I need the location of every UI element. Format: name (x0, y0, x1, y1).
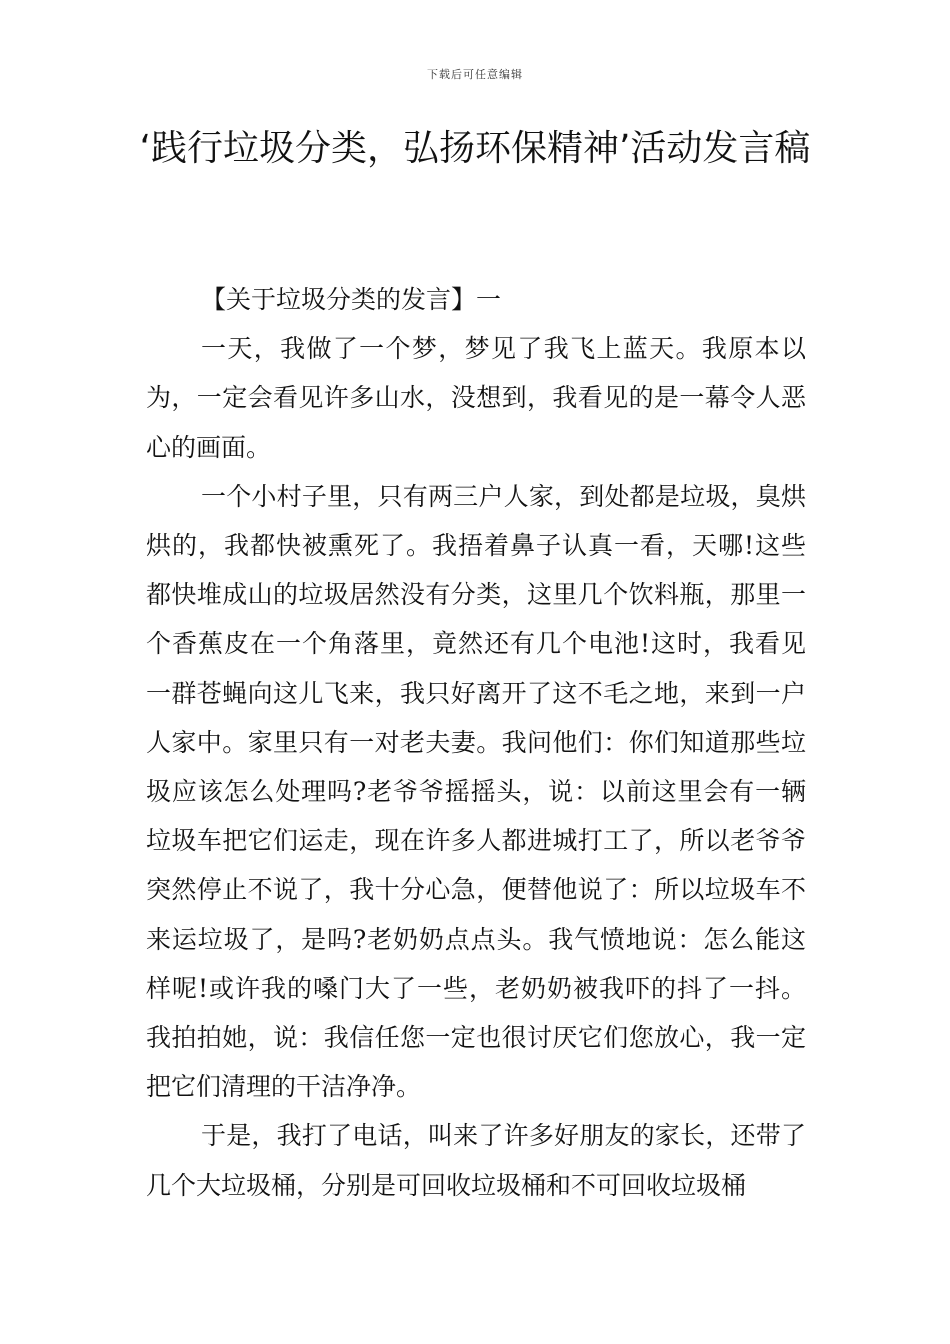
document-title: ‘践行垃圾分类，弘扬环保精神’活动发言稿 (139, 128, 811, 169)
header-note: 下载后可任意编辑 (427, 68, 523, 81)
document-body (146, 275, 806, 1210)
paragraph: 一个小村子里，只有两三户人家，到处都是垃圾，臭烘烘的，我都快被熏死了。我捂着鼻子认真一看，天哪!这些都快堆成山的垃圾居然没有分类，这里几个饮料瓶，那里一个香蕉皮在一个角落里，竟然还有几个电池!这时，我看见一群苍蝇向这儿飞来，我只好离开了这不毛之地，来到一户人家中。家里只有一对老夫妻。我问他们：你们知道那些垃圾应该怎么处理吗?老爷爷摇摇头，说：以前这里会有一辆垃圾车把它们运走，现在许多人都进城打工了，所以老爷爷突然停止不说了，我十分心急，便替他说了：所以垃圾车不来运垃圾了，是吗?老奶奶点点头。我气愤地说：怎么能这样呢!或许我的嗓门大了一些，老奶奶被我吓的抖了一抖。我拍拍她，说：我信任您一定也很讨厌它们您放心，我一定把它们清理的干洁净净。 (146, 481, 806, 1102)
paragraph: 一天，我做了一个梦，梦见了我飞上蓝天。我原本以为，一定会看见许多山水，没想到，我看见的是一幕令人恶心的画面。 (146, 334, 806, 462)
paragraph: 于是，我打了电话，叫来了许多好朋友的家长，还带了几个大垃圾桶，分别是可回收垃圾桶和不可回收垃圾桶 (146, 1121, 806, 1200)
section-heading: 【关于垃圾分类的发言】一 (201, 285, 502, 314)
